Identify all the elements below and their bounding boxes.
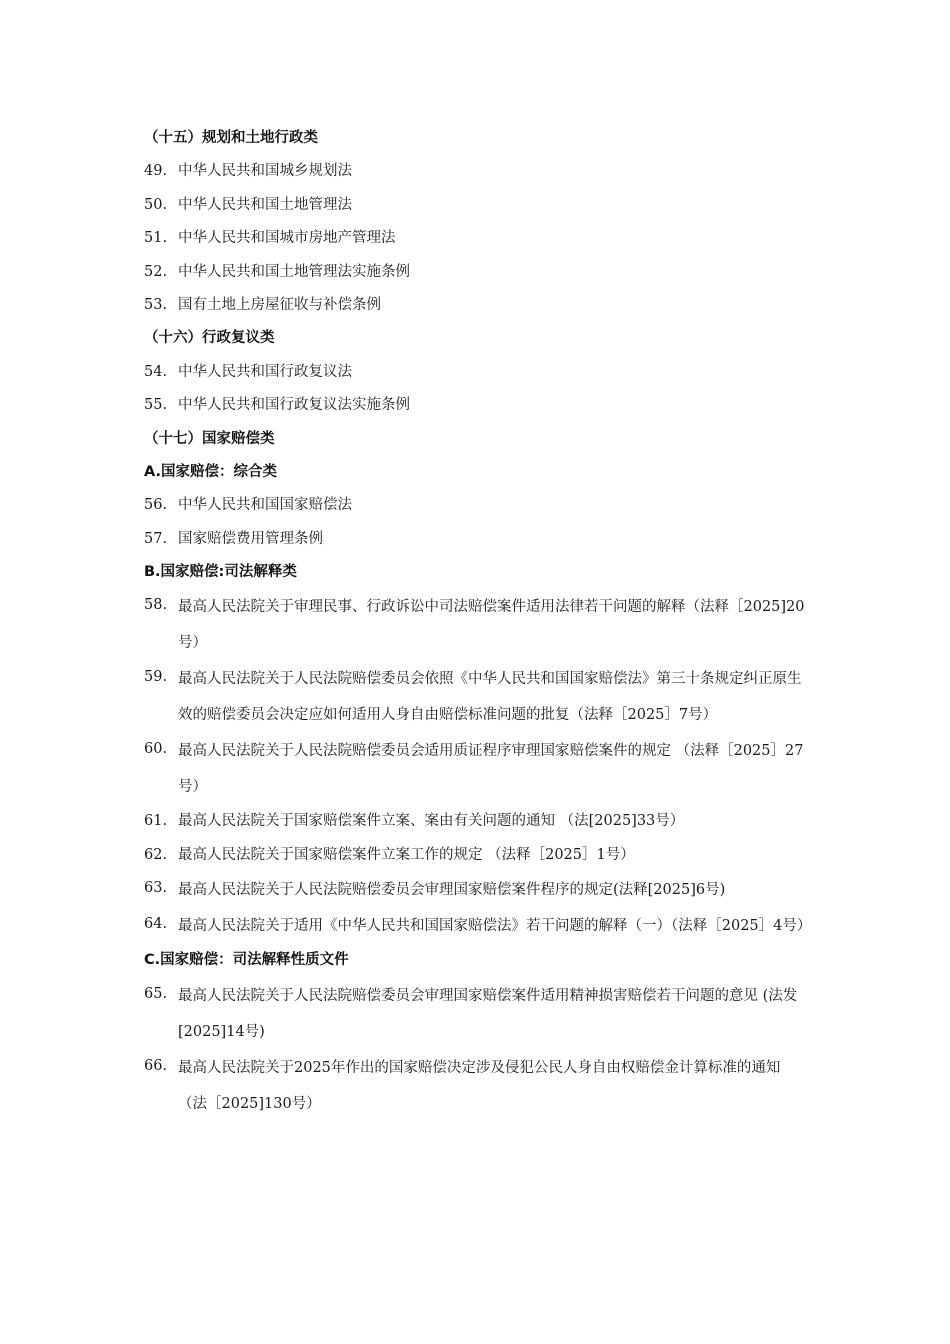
item-number: 61. bbox=[144, 813, 168, 830]
item-number: 59. bbox=[144, 669, 168, 686]
item-number: 66. bbox=[144, 1057, 168, 1074]
list-item bbox=[144, 155, 808, 188]
list-item bbox=[144, 523, 808, 556]
item-title: 最高人民法院关于2025年作出的国家赔偿决定涉及侵犯公民人身自由权赔偿金计算标准的通知（法［2025]130号） bbox=[178, 1059, 781, 1112]
list-item bbox=[144, 389, 808, 422]
section-heading-state-compensation: （十七）国家赔偿类 bbox=[144, 430, 275, 447]
document-content bbox=[144, 122, 812, 1122]
list-item bbox=[144, 872, 808, 908]
item-title: 最高人民法院关于人民法院赔偿委员会依照《中华人民共和国国家赔偿法》第三十条规定纠正原生效的赔偿委员会决定应如何适用人身自由赔偿标准问题的批复（法释［2025］7号） bbox=[178, 671, 802, 724]
item-number: 65. bbox=[144, 985, 168, 1002]
item-title: 最高人民法院关于适用《中华人民共和国国家赔偿法》若干问题的解释（一）（法释［2025］4号） bbox=[178, 918, 812, 935]
list-item bbox=[144, 589, 808, 661]
item-number: 54. bbox=[144, 363, 168, 380]
item-number: 60. bbox=[144, 741, 168, 758]
item-title: 最高人民法院关于人民法院赔偿委员会审理国家赔偿案件程序的规定(法释[2025]6号) bbox=[178, 882, 726, 899]
list-item bbox=[144, 978, 808, 1050]
list-item bbox=[144, 189, 808, 222]
item-title: 最高人民法院关于审理民事、行政诉讼中司法赔偿案件适用法律若干问题的解释（法释［2025]20号） bbox=[178, 599, 805, 652]
item-title: 中华人民共和国城乡规划法 bbox=[178, 163, 352, 180]
item-number: 57. bbox=[144, 530, 168, 547]
list-item bbox=[144, 1050, 808, 1122]
item-number: 56. bbox=[144, 497, 168, 514]
subsection-heading-judicial-interpretation: B.国家赔偿:司法解释类 bbox=[144, 564, 297, 581]
list-item bbox=[144, 661, 808, 733]
item-number: 52. bbox=[144, 263, 168, 280]
item-title: 中华人民共和国土地管理法 bbox=[178, 196, 352, 213]
list-item bbox=[144, 356, 808, 389]
item-title: 国有土地上房屋征收与补偿条例 bbox=[178, 296, 381, 313]
list-item bbox=[144, 733, 808, 805]
subsection-heading-general: A.国家赔偿：综合类 bbox=[144, 463, 277, 480]
list-item bbox=[144, 289, 808, 322]
section-heading-administrative-review: （十六）行政复议类 bbox=[144, 330, 275, 347]
item-number: 53. bbox=[144, 296, 168, 313]
item-title: 国家赔偿费用管理条例 bbox=[178, 530, 323, 547]
item-number: 64. bbox=[144, 916, 168, 933]
item-title: 中华人民共和国城市房地产管理法 bbox=[178, 230, 396, 247]
item-title: 最高人民法院关于人民法院赔偿委员会适用质证程序审理国家赔偿案件的规定 （法释［2025］27号） bbox=[178, 743, 804, 796]
item-number: 63. bbox=[144, 880, 168, 897]
item-number: 58. bbox=[144, 597, 168, 614]
subsection-heading-quasi-interpretation: C.国家赔偿：司法解释性质文件 bbox=[144, 952, 349, 969]
item-number: 62. bbox=[144, 846, 168, 863]
item-title: 最高人民法院关于国家赔偿案件立案、案由有关问题的通知 （法[2025]33号） bbox=[178, 813, 685, 830]
item-title: 中华人民共和国行政复议法实施条例 bbox=[178, 397, 410, 414]
list-item bbox=[144, 256, 808, 289]
list-item bbox=[144, 489, 808, 522]
item-number: 50. bbox=[144, 196, 168, 213]
item-number: 55. bbox=[144, 397, 168, 414]
item-title: 中华人民共和国土地管理法实施条例 bbox=[178, 263, 410, 280]
item-number: 49. bbox=[144, 163, 168, 180]
section-heading-planning-land: （十五）规划和土地行政类 bbox=[144, 130, 318, 146]
item-title: 最高人民法院关于国家赔偿案件立案工作的规定 （法释［2025］1号） bbox=[178, 846, 635, 863]
list-item bbox=[144, 908, 812, 944]
item-number: 51. bbox=[144, 230, 168, 247]
list-item bbox=[144, 222, 808, 255]
item-title: 中华人民共和国行政复议法 bbox=[178, 363, 352, 380]
item-title: 中华人民共和国国家赔偿法 bbox=[178, 497, 352, 514]
item-title: 最高人民法院关于人民法院赔偿委员会审理国家赔偿案件适用精神损害赔偿若干问题的意见 (法发[2025]14号) bbox=[178, 987, 798, 1040]
list-item bbox=[144, 839, 808, 872]
list-item bbox=[144, 805, 808, 838]
